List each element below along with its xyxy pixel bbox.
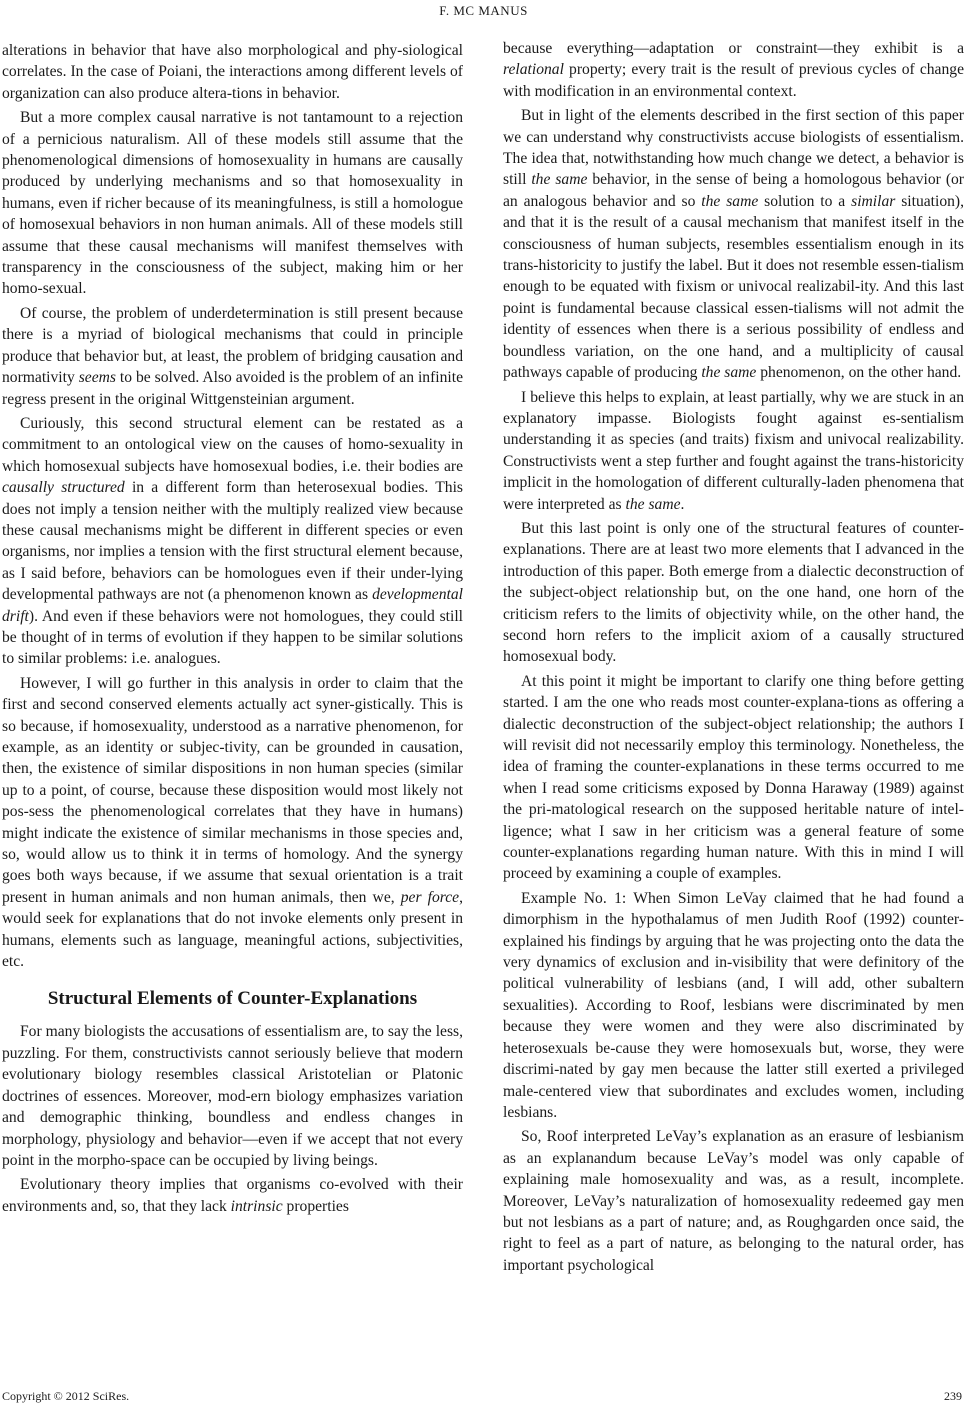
- left-column: [2, 40, 463, 1220]
- paragraph: Curiously, this second structural element can be restated as a commitment to an ontological view on the causes of homo-sexuality in which homosexual subjects have homosexual bodies, i.e. their bodies are causally structured in a different form than heterosexual bodies. This does not imply a tension neither with the multiply realized view because these causal mechanisms might be different in different species or even organisms, nor implies a tension with the first structural element because, as I said before, behaviors can be homologues even if their under-lying developmental pathways are not (a phenomenon known as developmental drift). And even if these behaviors were not homologues, they could still be thought of in terms of evolution if they happen to be similar solutions to similar problems: i.e. analogues.: [2, 414, 463, 668]
- emphasis: the same: [701, 192, 759, 210]
- paragraph: But a more complex causal narrative is not tantamount to a rejection of a pernicious naturalism. All of these models still assume that the phenomenological dimensions of homosexuality in humans are causally produced by underlying mechanisms and so that homosexuality in humans, even if richer because of its meaningfulness, is still a homologue of homosexual behaviors in non human animals. All of these models still assume that these causal mechanisms will manifest themselves with transparency in the consciousness of the subject, making him or her homo-sexual.: [2, 109, 463, 298]
- paragraph: For many biologists the accusations of essentialism are, to say the less, puzzling. For them, constructivists cannot seriously believe that modern evolutionary biology resembles classical Aristotelian or Platonic doctrines of essences. Moreover, mod-ern biology emphasizes variation and demographic thinking, boundless and endless changes in morphology, physiology and behavior—even if we accept that not every point in the morpho-space can be occupied by living beings.: [2, 1023, 463, 1169]
- emphasis: developmental drift: [2, 586, 463, 625]
- paragraph: because everything—adaptation or constraint—they exhibit is a relational property; every trait is the result of previous cycles of change with modification in an environmental context.: [503, 40, 964, 100]
- emphasis: per force: [400, 888, 460, 906]
- emphasis: the same: [625, 495, 681, 513]
- paragraph: However, I will go further in this analysis in order to claim that the first and second conserved elements actually act syner-gistically. This is so because, if homosexuality, understood as a narrative phenomenon, for example, as an identity or subjec-tivity, can be grounded in causation, then, the existence of similar dispositions in non human species (similar up to a point, of course, because these disposition would most likely not pos-sess the phenomenological correlates that they have in humans) might indicate the existence of similar mechanisms in those species and, so, would allow us to think it in terms of homology. And the synergy goes both ways because, if we assume that sexual orientation is a trait present in human animals and non human animals, then we, per force, would seek for explanations that do not invoke elements only present in humans, elements such as language, meaningful actions, subjectivities, etc.: [2, 674, 464, 971]
- emphasis: relational: [503, 61, 564, 79]
- emphasis: intrinsic: [230, 1197, 283, 1215]
- emphasis: similar: [851, 192, 896, 210]
- emphasis: the same: [701, 364, 757, 382]
- paragraph: But in light of the elements described in the first section of this paper we can understand why constructivists accuse biologists of essentialism. The idea that, notwithstanding how much change we detect, a behavior is still the same behavior, in the sense of being a homologous behavior (or an analogous behavior and so the same solution to a similar situation), and that it is the result of a causal mechanism that manifest itself in the consciousness of human subjects, resembles essentialism enough in its trans-historicity to justify the label. But it does not resemble essen-tialism enough to be equated with fixism or univocal realizabil-ity. And this last point is fundamental because classical essen-tialisms will not admit the identity of essences when there is a serious possibility of endless and boundless variation, on the one hand, and a multiplicity of causal pathways capable of producing the same phenomenon, on the other hand.: [503, 107, 965, 382]
- paragraph: So, Roof interpreted LeVay’s explanation as an erasure of lesbianism as an explanandum because LeVay’s model was only capable of explaining male homosexuality and was, as a result, incomplete. Moreover, LeVay’s naturalization of homosexuality redeemed gay men but not lesbians as a part of nature; and, as Roughgarden once said, the right to feel as a part of nature, as belonging to the natural order, has important psychological: [503, 1128, 964, 1274]
- paragraph: I believe this helps to explain, at least partially, why we are stuck in an explanatory impasse. Biologists fought against es-sentialism understanding it as species (and traits) fixism and univocal realizability. Constructivists went a step further and fought against the trans-historicity implicit in the homologation of different culturally-laden phenomena that were interpreted as the same.: [503, 388, 964, 513]
- running-head: F. MC MANUS: [439, 3, 528, 18]
- paragraph: Example No. 1: When Simon LeVay claimed that he had found a dimorphism in the hypothalamus of men Judith Roof (1992) counter-explained his findings by arguing that he was projecting onto the data the very dynamics of exclusion and in-visibility that were definitory of the political vulnerability of lesbians (and, I will add, other subaltern sexualities). According to Roof, lesbians were discriminated by men because they were women and they were also discriminated by heterosexuals be-cause they were homosexuals but, worse, they were discrimi-nated by gay men because the latter still exerted a privileged male-centered view that subordinates and excludes women, including lesbians.: [503, 889, 964, 1121]
- paragraph: Of course, the problem of underdetermination is still present because there is a myriad of biological mechanisms that could in principle produce that behavior but, at least, the problem of bridging causation and normativity seems to be solved. Also avoided is the problem of an infinite regress present in the original Wittgensteinian argument.: [2, 304, 463, 408]
- paragraph: At this point it might be important to clarify one thing before getting started. I am the one who reads most counter-explana-tions as offering a dialectic deconstruction of the subject-object relationship; the authors I will revisit did not necessarily employ this terminology. Nonetheless, the idea of framing the counter-explanations in these terms occurred to me when I read some criticisms exposed by Donna Haraway (1989) against the pri-matological research on the supposed heritable nature of intel-ligence; what I saw in her criticism was a general feature of some counter-explanations regarding human nature. With this in mind I will proceed by examining a couple of examples.: [503, 672, 964, 883]
- right-column: [503, 38, 964, 1279]
- page-number: 239: [944, 1389, 962, 1403]
- copyright-notice: Copyright © 2012 SciRes.: [2, 1389, 130, 1403]
- section-heading: Structural Elements of Counter-Explanations: [47, 988, 418, 1010]
- emphasis: seems: [78, 369, 116, 387]
- paragraph: Evolutionary theory implies that organisms co-evolved with their environments and, so, that they lack intrinsic properties: [2, 1176, 463, 1215]
- paragraph: alterations in behavior that have also morphological and phy-siological correlates. In the case of Poiani, the interactions among different levels of organization can also produce altera-tions in behavior.: [2, 42, 463, 102]
- emphasis: causally structured: [2, 479, 125, 497]
- emphasis: the same: [531, 171, 588, 189]
- paragraph: But this last point is only one of the structural features of counter-explanations. There are at least two more elements that I advanced in the introduction of this paper. Both emerge from a dialectic deconstruction of the subject-object relationship but, on the one hand, one horn of the criticism refers to the limits of objectivity while, on the other hand, the second horn refers to the implicit axiom of a causally structured homosexual body.: [503, 519, 964, 666]
